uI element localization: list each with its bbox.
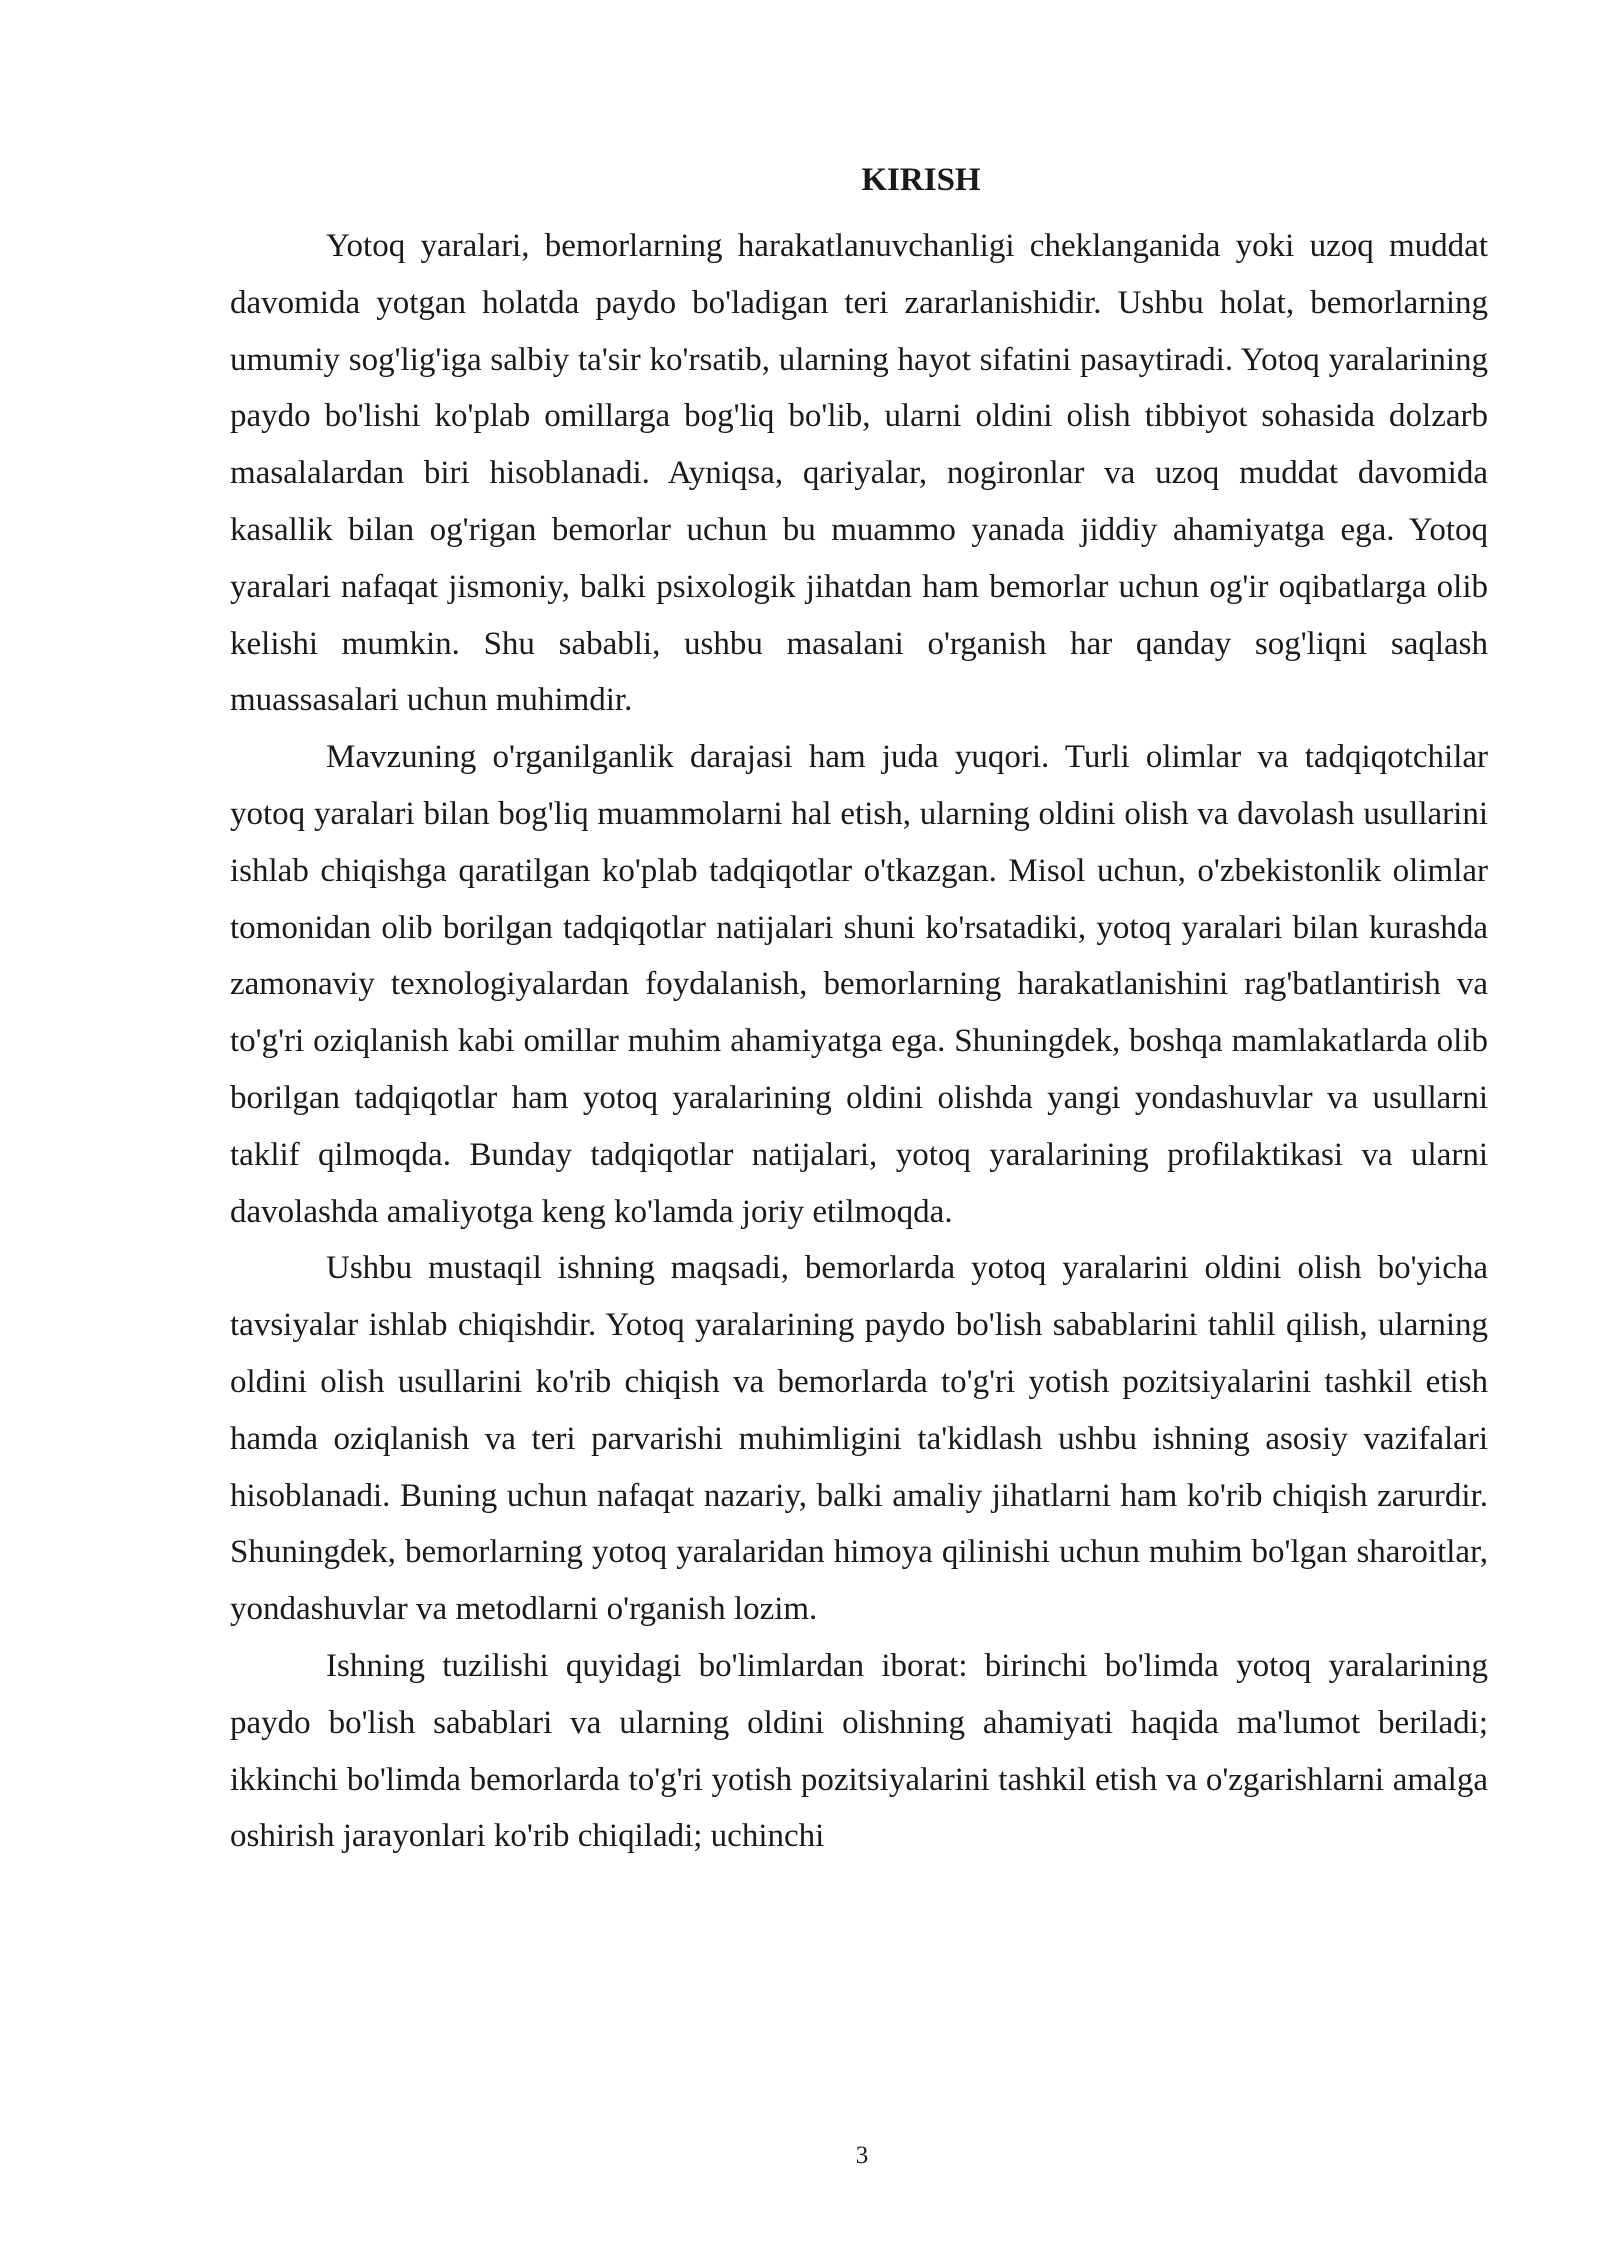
paragraph-structure: Ishning tuzilishi quyidagi bo'limlardan iborat: birinchi bo'limda yotoq yaralarining paydo bo'lish sabablari va ularning oldini olishning ahamiyati haqida ma'lumot beriladi; ikkinchi bo'limda bemorlarda to'g'ri yotish pozitsiyalarini tashkil etish va o'zgarishlarni amalga oshirish jarayonlari ko'rib chiqiladi; uchinchi — [230, 1647, 1488, 1855]
paragraph-research-level: Mavzuning o'rganilganlik darajasi ham juda yuqori. Turli olimlar va tadqiqotchilar yotoq yaralari bilan bog'liq muammolarni hal etish, ularning oldini olish va davolash usullarini ishlab chiqishga qaratilgan ko'plab tadqiqotlar o'tkazgan. Misol uchun, o'zbekistonlik olimlar tomonidan olib borilgan tadqiqotlar natijalari shuni ko'rsatadiki, yotoq yaralari bilan kurashda zamonaviy texnologiyalardan foydalanish, bemorlarning harakatlanishini rag'batlantirish va to'g'ri oziqlanish kabi omillar muhim ahamiyatga ega. Shuningdek, boshqa mamlakatlarda olib borilgan tadqiqotlar ham yotoq yaralarining oldini olishda yangi yondashuvlar va usullarni taklif qilmoqda. Bunday tadqiqotlar natijalari, yotoq yaralarining profilaktikasi va ularni davolashda amaliyotga keng ko'lamda joriy etilmoqda. — [230, 739, 1488, 1230]
document-page — [230, 160, 1488, 1865]
paragraph-intro: Yotoq yaralari, bemorlarning harakatlanuvchanligi cheklanganida yoki uzoq muddat davomida yotgan holatda paydo bo'ladigan teri zararlanishidir. Ushbu holat, bemorlarning umumiy sog'lig'iga salbiy ta'sir ko'rsatib, ularning hayot sifatini pasaytiradi. Yotoq yaralarining paydo bo'lishi ko'plab omillarga bog'liq bo'lib, ularni oldini olish tibbiyot sohasida dolzarb masalalardan biri hisoblanadi. Ayniqsa, qariyalar, nogironlar va uzoq muddat davomida kasallik bilan og'rigan bemorlar uchun bu muammo yanada jiddiy ahamiyatga ega. Yotoq yaralari nafaqat jismoniy, balki psixologik jihatdan ham bemorlar uchun og'ir oqibatlarga olib kelishi mumkin. Shu sababli, ushbu masalani o'rganish har qanday sog'liqni saqlash muassasalari uchun muhimdir. — [230, 228, 1488, 719]
page-number: 3 — [855, 2142, 869, 2169]
page-title: KIRISH — [861, 162, 981, 198]
paragraph-goal: Ushbu mustaqil ishning maqsadi, bemorlarda yotoq yaralarini oldini olish bo'yicha tavsiyalar ishlab chiqishdir. Yotoq yaralarining paydo bo'lish sabablarini tahlil qilish, ularning oldini olish usullarini ko'rib chiqish va bemorlarda to'g'ri yotish pozitsiyalarini tashkil etish hamda oziqlanish va teri parvarishi muhimligini ta'kidlash ushbu ishning asosiy vazifalari hisoblanadi. Buning uchun nafaqat nazariy, balki amaliy jihatlarni ham ko'rib chiqish zarurdir. Shuningdek, bemorlarning yotoq yaralaridan himoya qilinishi uchun muhim bo'lgan sharoitlar, yondashuvlar va metodlarni o'rganish lozim. — [230, 1250, 1488, 1628]
